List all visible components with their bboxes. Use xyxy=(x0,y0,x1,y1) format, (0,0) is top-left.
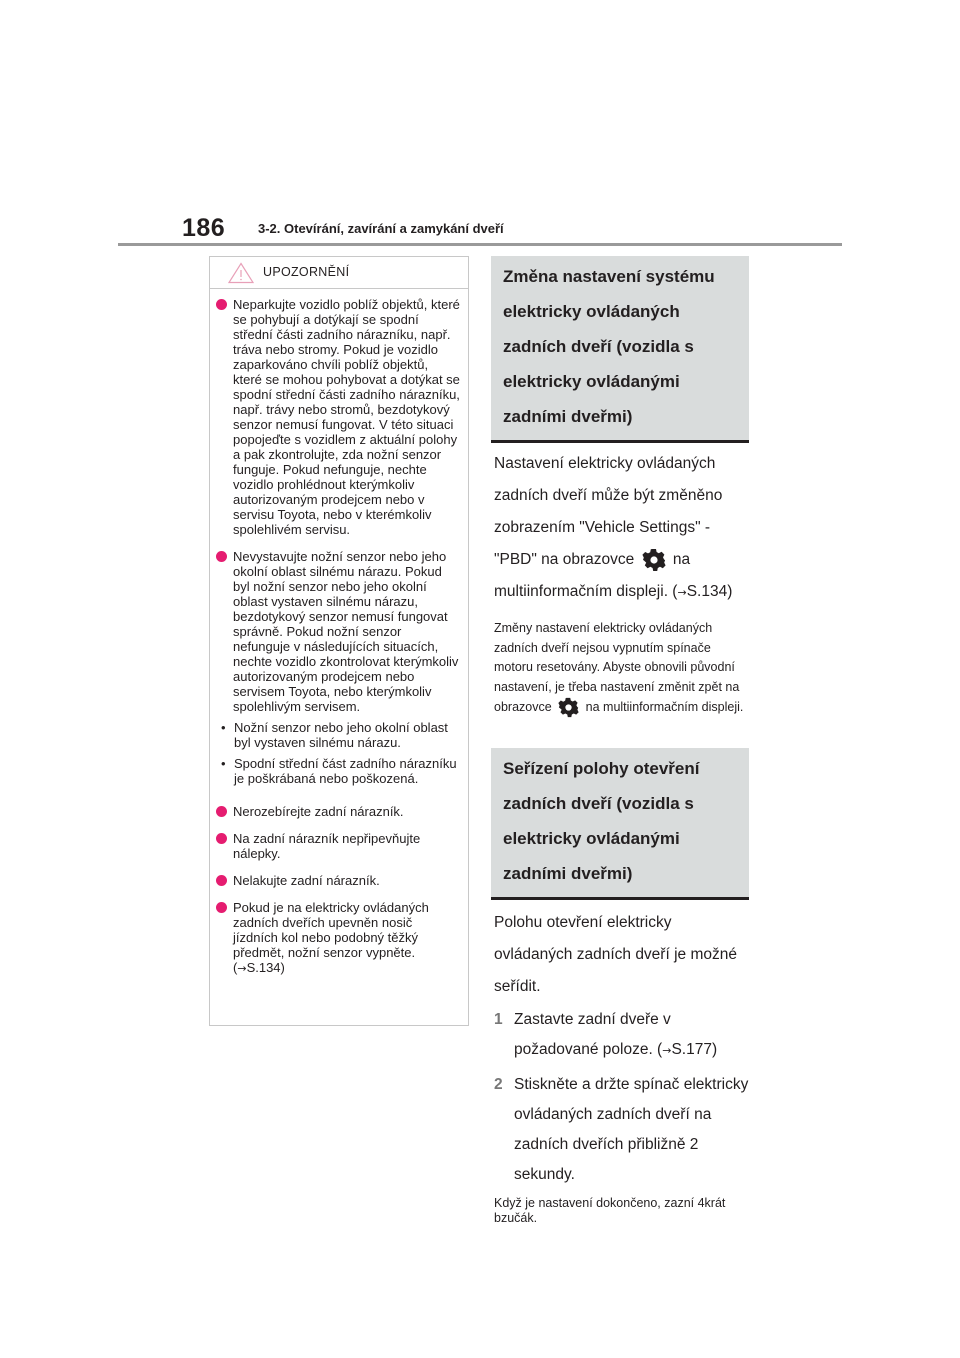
step-text: Stiskněte a držte spínač elektricky ovládaných zadních dveří na zadních dveřích přibližně 2 sekundy. xyxy=(514,1076,749,1183)
section-note: Když je nastavení dokončeno, zazní 4krát bzučák. xyxy=(494,1196,726,1225)
sub-bullet-text: Nožní senzor nebo jeho okolní oblast byl vystaven silnému nárazu. xyxy=(234,720,448,750)
arrow-icon: → xyxy=(237,962,247,975)
warning-box xyxy=(209,256,469,1026)
ref-open: ( xyxy=(233,960,238,975)
warning-bullet xyxy=(216,900,460,976)
step-item xyxy=(491,1005,749,1066)
page-number: 186 xyxy=(182,214,226,242)
bullet-dot-icon xyxy=(216,299,227,310)
page-ref: S.134) xyxy=(246,960,285,975)
step-text-main: Zastavte zadní dveře v požadované poloze. ( xyxy=(514,1011,671,1058)
warning-sub-bullet xyxy=(216,720,460,750)
gear-icon xyxy=(558,697,579,718)
bullet-dot-icon xyxy=(216,902,227,913)
warning-sub-bullet xyxy=(216,756,460,786)
step-text xyxy=(514,1005,749,1066)
sub-bullet-dot-icon: • xyxy=(221,756,226,771)
warning-header xyxy=(210,257,468,289)
warning-bullet xyxy=(216,549,460,714)
bullet-text: Neparkujte vozidlo poblíž objektů, které se pohybují a dotýkají se spodní střední části zadního nárazníku, např. tráva nebo stromy. Pokud je vozidlo zaparkováno chvíli poblíž objektů, které se mohou pohybovat a dotýkat se spodní střední části zadního nárazníku, např. trávy nebo stromů, bezdotykový senzor nemusí fungovat. V této situaci popojeďte s vozidlem z aktuální polohy a pak zkontrolujte, zda nožní senzor funguje. Pokud nefunguje, nechte vozidlo prohlédnout kterýmkoliv autorizovaným prodejcem nebo v servisu Toyota, nebo v kterémkoliv spolehlivém servisu. xyxy=(233,297,460,537)
gear-icon xyxy=(642,548,666,572)
arrow-icon: → xyxy=(662,1044,672,1057)
bullet-dot-icon xyxy=(216,551,227,562)
step-number: 1 xyxy=(494,1011,503,1028)
arrow-icon: → xyxy=(677,586,687,599)
bullet-text: Nelakujte zadní nárazník. xyxy=(233,873,380,888)
bullet-text: Na zadní nárazník nepřipevňujte nálepky. xyxy=(233,831,421,861)
note-text: Změny nastavení elektricky ovládaných zadních dveří nejsou vypnutím spínače motoru resetovány. Abyste obnovili původní nastavení, je třeba nastavení změnit zpět na obrazovce xyxy=(494,621,740,714)
bullet-text: Nevystavujte nožní senzor nebo jeho okolní oblast silnému nárazu. Pokud byl nožní senzor nebo jeho okolní oblast vystaven silnému nárazu, bezdotykový senzor nemusí fungovat správně. Pokud nožní senzor nefunguje v následujících situacích, nechte vozidlo zkontrolovat kterýmkoliv autorizovaným prodejcem nebo servisem Toyota, nebo kterýmkoliv spolehlivým servisem. xyxy=(233,549,459,714)
page-ref: S.134) xyxy=(686,583,733,600)
section-heading: Seřízení polohy otevření zadních dveří (vozidla s elektricky ovládanými zadními dveřmi) xyxy=(491,748,749,900)
section-note xyxy=(491,619,749,718)
warning-body xyxy=(210,289,468,976)
body-text: Nastavení elektricky ovládaných zadních dveří může být změněno zobrazením "Vehicle Settings" - "PBD" na obrazovce xyxy=(494,455,723,568)
bullet-dot-icon xyxy=(216,875,227,886)
bullet-text: Nerozebírejte zadní nárazník. xyxy=(233,804,404,819)
warning-triangle-icon xyxy=(228,262,254,284)
sub-bullet-text: Spodní střední část zadního nárazníku je poškrábaná nebo poškozená. xyxy=(234,756,457,786)
bullet-text-main: Pokud je na elektricky ovládaných zadních dveřích upevněn nosič jízdních kol nebo podobný těžký předmět, nožní senzor vypněte. xyxy=(233,900,429,960)
right-column xyxy=(491,256,749,1226)
bullet-dot-icon xyxy=(216,806,227,817)
page-ref: S.177) xyxy=(671,1041,718,1058)
step-item xyxy=(491,1070,749,1190)
bullet-text xyxy=(233,900,460,976)
section-heading: Změna nastavení systému elektricky ovládaných zadních dveří (vozidla s elektricky ovládanými zadními dveřmi) xyxy=(491,256,749,443)
chapter-title: 3-2. Otevírání, zavírání a zamykání dveří xyxy=(258,221,504,236)
header-divider xyxy=(118,243,842,246)
note-text: na multiinformačním displeji. xyxy=(585,699,744,714)
warning-bullet xyxy=(216,804,460,819)
bullet-dot-icon xyxy=(216,833,227,844)
warning-bullet xyxy=(216,831,460,861)
warning-bullet xyxy=(216,873,460,888)
step-number: 2 xyxy=(494,1076,503,1093)
sub-bullet-dot-icon: • xyxy=(221,720,226,735)
body-text: na multiinformačním displeji. ( xyxy=(494,551,691,600)
section-intro: Polohu otevření elektricky ovládaných zadních dveří je možné seřídit. xyxy=(494,914,737,995)
warning-title: UPOZORNĚNÍ xyxy=(263,265,350,279)
section-body xyxy=(491,448,749,609)
warning-bullet xyxy=(216,297,460,537)
